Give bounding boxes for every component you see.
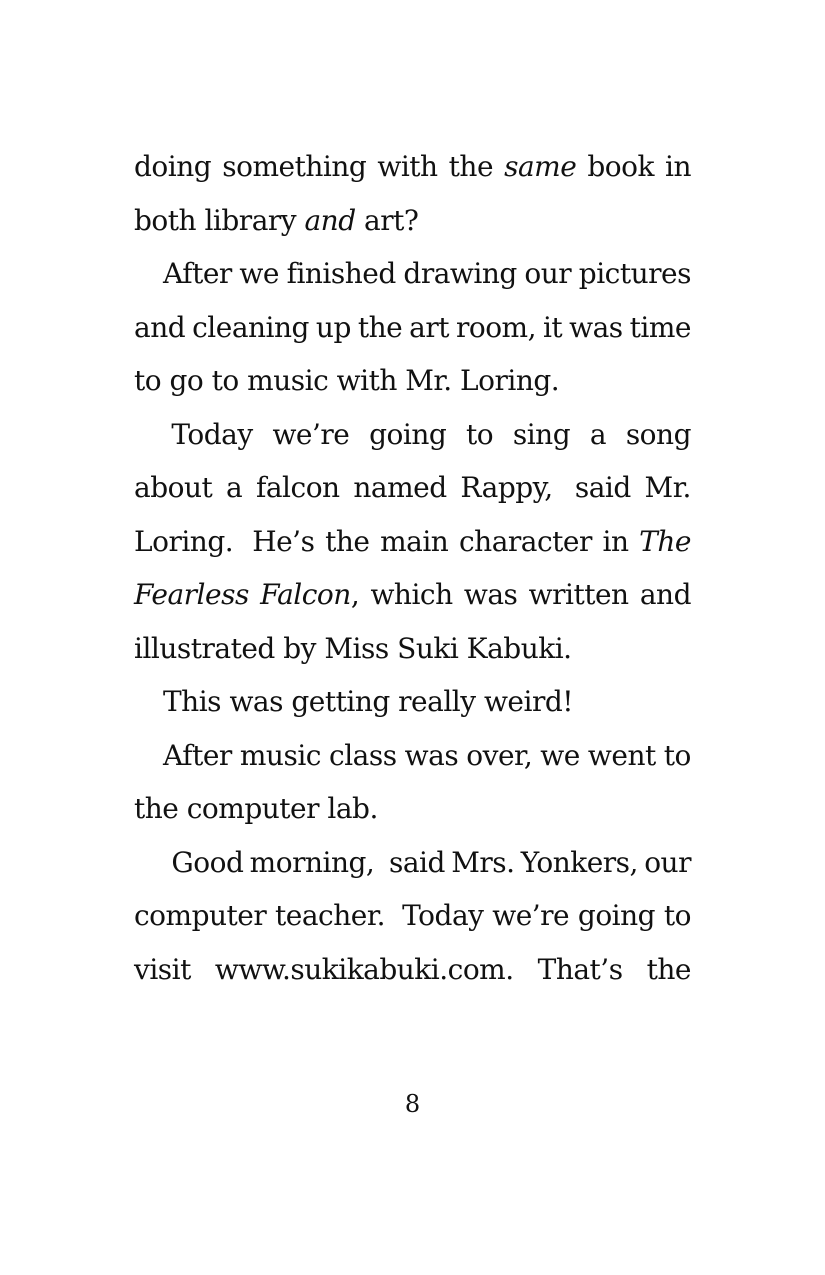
word: and [639, 578, 691, 611]
text-line [134, 675, 691, 729]
text-line [134, 194, 691, 248]
text-line [134, 354, 691, 408]
word: Today [163, 417, 253, 451]
text-line [134, 782, 691, 836]
word: class [329, 738, 397, 772]
word: art? [364, 203, 419, 237]
word: we [239, 257, 279, 290]
word: Mr. [644, 471, 691, 504]
word: named [353, 471, 447, 504]
word: After [163, 738, 232, 772]
word: doing [134, 150, 212, 183]
word: illustrated [134, 631, 275, 665]
word: we’re [272, 417, 350, 451]
word: morning, [249, 845, 375, 879]
word: Mr. [405, 364, 452, 397]
word: go [169, 364, 204, 397]
word: Falcon, [260, 578, 360, 611]
word: Loring. [134, 524, 234, 558]
word: and [134, 310, 186, 344]
word: same [504, 150, 577, 183]
word: to [663, 899, 691, 932]
word: our [524, 257, 572, 290]
word: He’s [243, 524, 315, 558]
word: music [247, 364, 329, 397]
word: music [239, 738, 321, 772]
word: character [458, 524, 592, 558]
word: weird! [483, 685, 574, 718]
word: Rappy, [460, 471, 553, 504]
word: library [204, 203, 297, 237]
word: to [663, 738, 691, 772]
text-line [134, 140, 691, 194]
word: and [304, 203, 356, 237]
text-line [134, 408, 691, 462]
text-line [134, 889, 691, 943]
word: up [315, 310, 351, 344]
word: we’re [492, 899, 570, 932]
word: room, [455, 310, 537, 344]
word: with [336, 364, 397, 397]
word: song [625, 417, 691, 451]
word: a [226, 471, 243, 504]
word: said [380, 845, 445, 879]
word: time [629, 310, 691, 344]
word: we [540, 738, 580, 772]
word: the [357, 310, 403, 344]
word: was [404, 738, 459, 772]
word: in [602, 524, 629, 558]
text-line [134, 515, 691, 569]
text-line [134, 247, 691, 301]
word: was [229, 685, 283, 718]
word: Mrs. [451, 845, 515, 879]
text-line [134, 622, 691, 676]
word: in [665, 150, 691, 183]
word: going [577, 899, 656, 932]
word: Kabuki. [466, 631, 572, 665]
text-line [134, 836, 691, 890]
word: Suki [397, 631, 459, 665]
word: computer [134, 899, 267, 932]
text-line [134, 568, 691, 622]
word: went [587, 738, 656, 772]
page-number: 8 [404, 1090, 421, 1118]
word: really [398, 685, 476, 718]
word: getting [291, 685, 390, 718]
word: with [377, 150, 438, 183]
word: about [134, 471, 213, 504]
word: something [222, 150, 367, 183]
word: art [409, 310, 449, 344]
body-text [134, 140, 691, 996]
word: visit [134, 952, 191, 986]
word: sing [512, 417, 571, 451]
word: This [163, 685, 222, 718]
word: drawing [403, 257, 517, 290]
text-line [134, 729, 691, 783]
word: by [283, 631, 316, 665]
word: finished [286, 257, 396, 290]
word: the [646, 952, 691, 986]
word: Loring. [460, 364, 560, 397]
word: After [163, 257, 232, 290]
word: both [134, 203, 197, 237]
word: Yonkers, [520, 845, 638, 879]
text-line [134, 461, 691, 515]
word: to [211, 364, 239, 397]
word: lab. [327, 792, 378, 825]
word: The [639, 524, 691, 558]
word: Fearless [134, 578, 249, 611]
word: to [466, 417, 494, 451]
word: the [325, 524, 370, 558]
word: going [369, 417, 447, 451]
word: a [589, 417, 607, 451]
word: which [370, 578, 453, 611]
word: Good [163, 845, 244, 879]
word: the [134, 792, 179, 825]
word: was [569, 310, 623, 344]
word: main [380, 524, 449, 558]
word: cleaning [192, 310, 309, 344]
word: said [566, 471, 631, 504]
word: book [587, 150, 654, 183]
word: was [463, 578, 518, 611]
word: That’s [537, 952, 623, 986]
word: over, [466, 738, 533, 772]
word: written [528, 578, 629, 611]
text-line [134, 301, 691, 355]
word: teacher. [275, 899, 386, 932]
word: falcon [256, 471, 340, 504]
word: to [134, 364, 162, 397]
word: www.sukikabuki.com. [214, 952, 514, 986]
word: the [448, 150, 494, 183]
word: pictures [578, 257, 691, 290]
word: Miss [324, 631, 389, 665]
word: it [542, 310, 563, 344]
word: our [644, 845, 691, 879]
word: computer [186, 792, 320, 825]
text-line [134, 943, 691, 997]
word: Today [393, 899, 484, 932]
